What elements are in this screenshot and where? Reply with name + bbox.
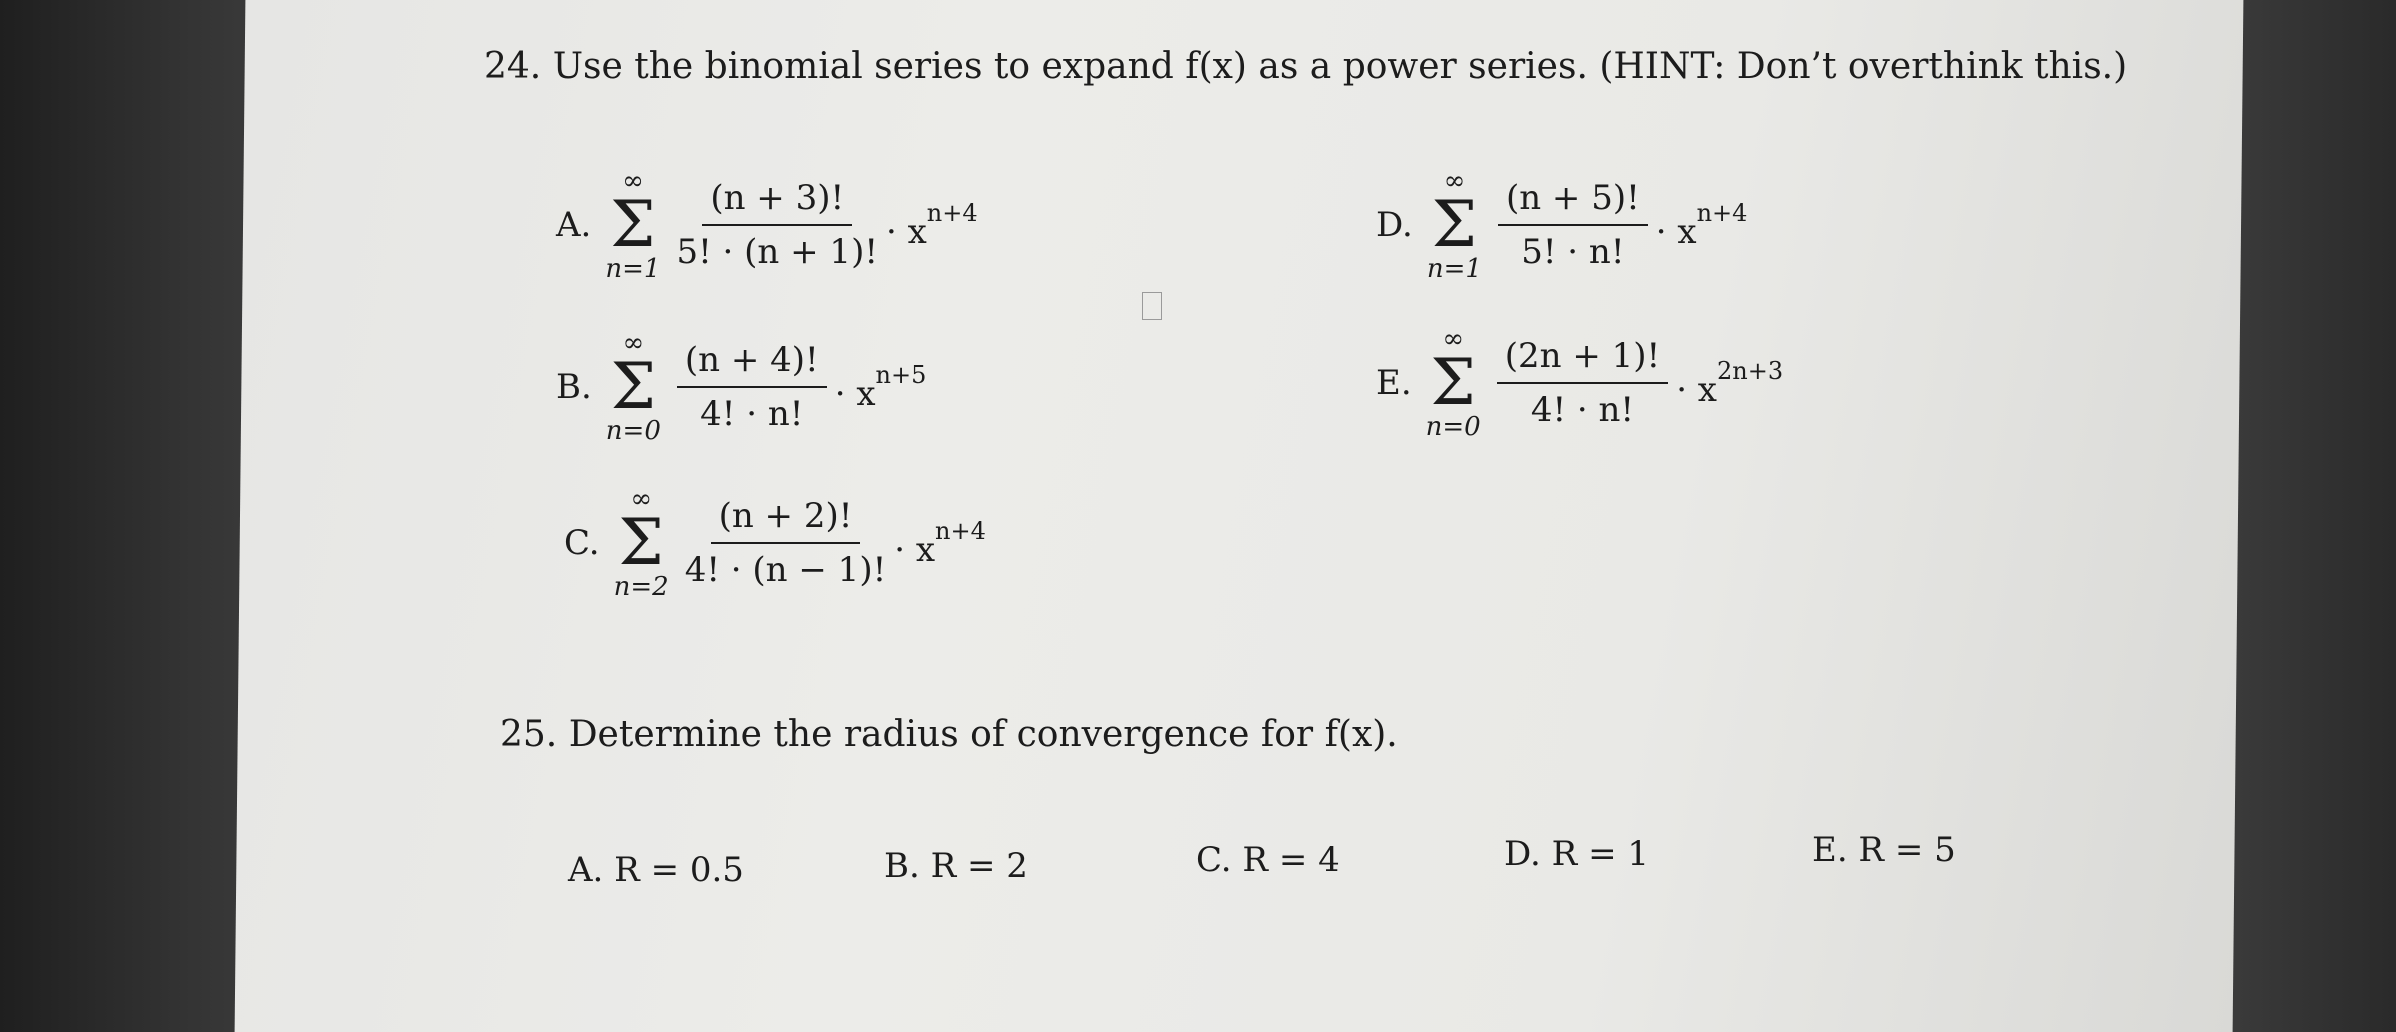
answer-25-a[interactable]: A. R = 0.5	[568, 850, 744, 890]
question-24: 24. Use the binomial series to expand f(x) as a power series. (HINT: Don’t overthink this.)	[484, 46, 2128, 87]
exponent: n+4	[1696, 198, 1748, 227]
option-24-b[interactable]	[556, 328, 926, 446]
denominator: 4! · n!	[1530, 390, 1635, 430]
denominator: 5! · (n + 1)!	[676, 232, 878, 272]
option-24-d[interactable]	[1376, 166, 1747, 284]
sigma-symbol: Σ	[618, 506, 664, 580]
denominator: 5! · n!	[1521, 232, 1625, 272]
sum-upper: ∞	[622, 328, 645, 358]
denominator: 4! · (n − 1)!	[684, 550, 887, 590]
numerator: (n + 4)!	[677, 340, 827, 388]
sum-upper: ∞	[622, 166, 644, 196]
numerator: (n + 2)!	[711, 496, 861, 544]
fraction	[1498, 178, 1648, 272]
power-base: · x	[1655, 211, 1697, 252]
sum-lower: n=1	[605, 254, 661, 284]
sum-lower: n=0	[1425, 412, 1481, 442]
desk-left	[0, 0, 262, 1032]
power-base: · x	[1676, 369, 1717, 410]
sigma-symbol: Σ	[610, 188, 656, 262]
option-label: D.	[1376, 205, 1413, 245]
numerator: (n + 3)!	[702, 178, 852, 226]
summation	[1427, 166, 1482, 284]
denominator: 4! · n!	[700, 394, 804, 434]
power-term	[835, 361, 927, 414]
option-label: E.	[1376, 363, 1412, 403]
power-term	[886, 199, 978, 252]
exponent: 2n+3	[1716, 356, 1784, 385]
sum-upper: ∞	[630, 484, 652, 514]
sum-upper: ∞	[1442, 324, 1465, 354]
sigma-symbol: Σ	[1430, 346, 1476, 420]
exponent: n+5	[875, 360, 927, 389]
option-label: C.	[564, 523, 600, 563]
sum-lower: n=1	[1426, 254, 1482, 284]
option-24-a[interactable]	[556, 166, 978, 284]
power-base: · x	[894, 529, 936, 570]
sum-lower: n=2	[613, 572, 669, 602]
sum-lower: n=0	[605, 416, 661, 446]
numerator: (n + 5)!	[1498, 178, 1648, 226]
fraction	[676, 178, 878, 272]
summation	[1426, 324, 1481, 442]
power-base: · x	[886, 211, 927, 252]
answer-25-b[interactable]: B. R = 2	[884, 846, 1028, 886]
small-box-mark	[1142, 292, 1162, 320]
option-label: A.	[556, 205, 592, 245]
answer-25-c[interactable]: C. R = 4	[1196, 840, 1340, 880]
sigma-symbol: Σ	[610, 350, 656, 424]
answer-25-d[interactable]: D. R = 1	[1504, 834, 1649, 874]
power-term	[894, 517, 986, 570]
power-term	[1656, 199, 1748, 252]
summation	[605, 166, 660, 284]
numerator: (2n + 1)!	[1497, 336, 1668, 384]
sum-upper: ∞	[1443, 166, 1466, 196]
fraction	[1497, 336, 1668, 430]
answer-25-e[interactable]: E. R = 5	[1812, 830, 1956, 870]
desk-right	[2226, 0, 2396, 1032]
option-label: B.	[556, 367, 592, 407]
power-base: · x	[834, 373, 876, 414]
power-term	[1676, 357, 1783, 410]
summation	[606, 328, 661, 446]
summation	[614, 484, 669, 602]
question-25: 25. Determine the radius of convergence for f(x).	[500, 714, 1398, 755]
sigma-symbol: Σ	[1431, 188, 1478, 262]
fraction	[685, 496, 887, 590]
option-24-c[interactable]	[564, 484, 986, 602]
fraction	[677, 340, 827, 434]
exponent: n+4	[935, 516, 986, 545]
exponent: n+4	[926, 198, 978, 227]
option-24-e[interactable]	[1376, 324, 1783, 442]
